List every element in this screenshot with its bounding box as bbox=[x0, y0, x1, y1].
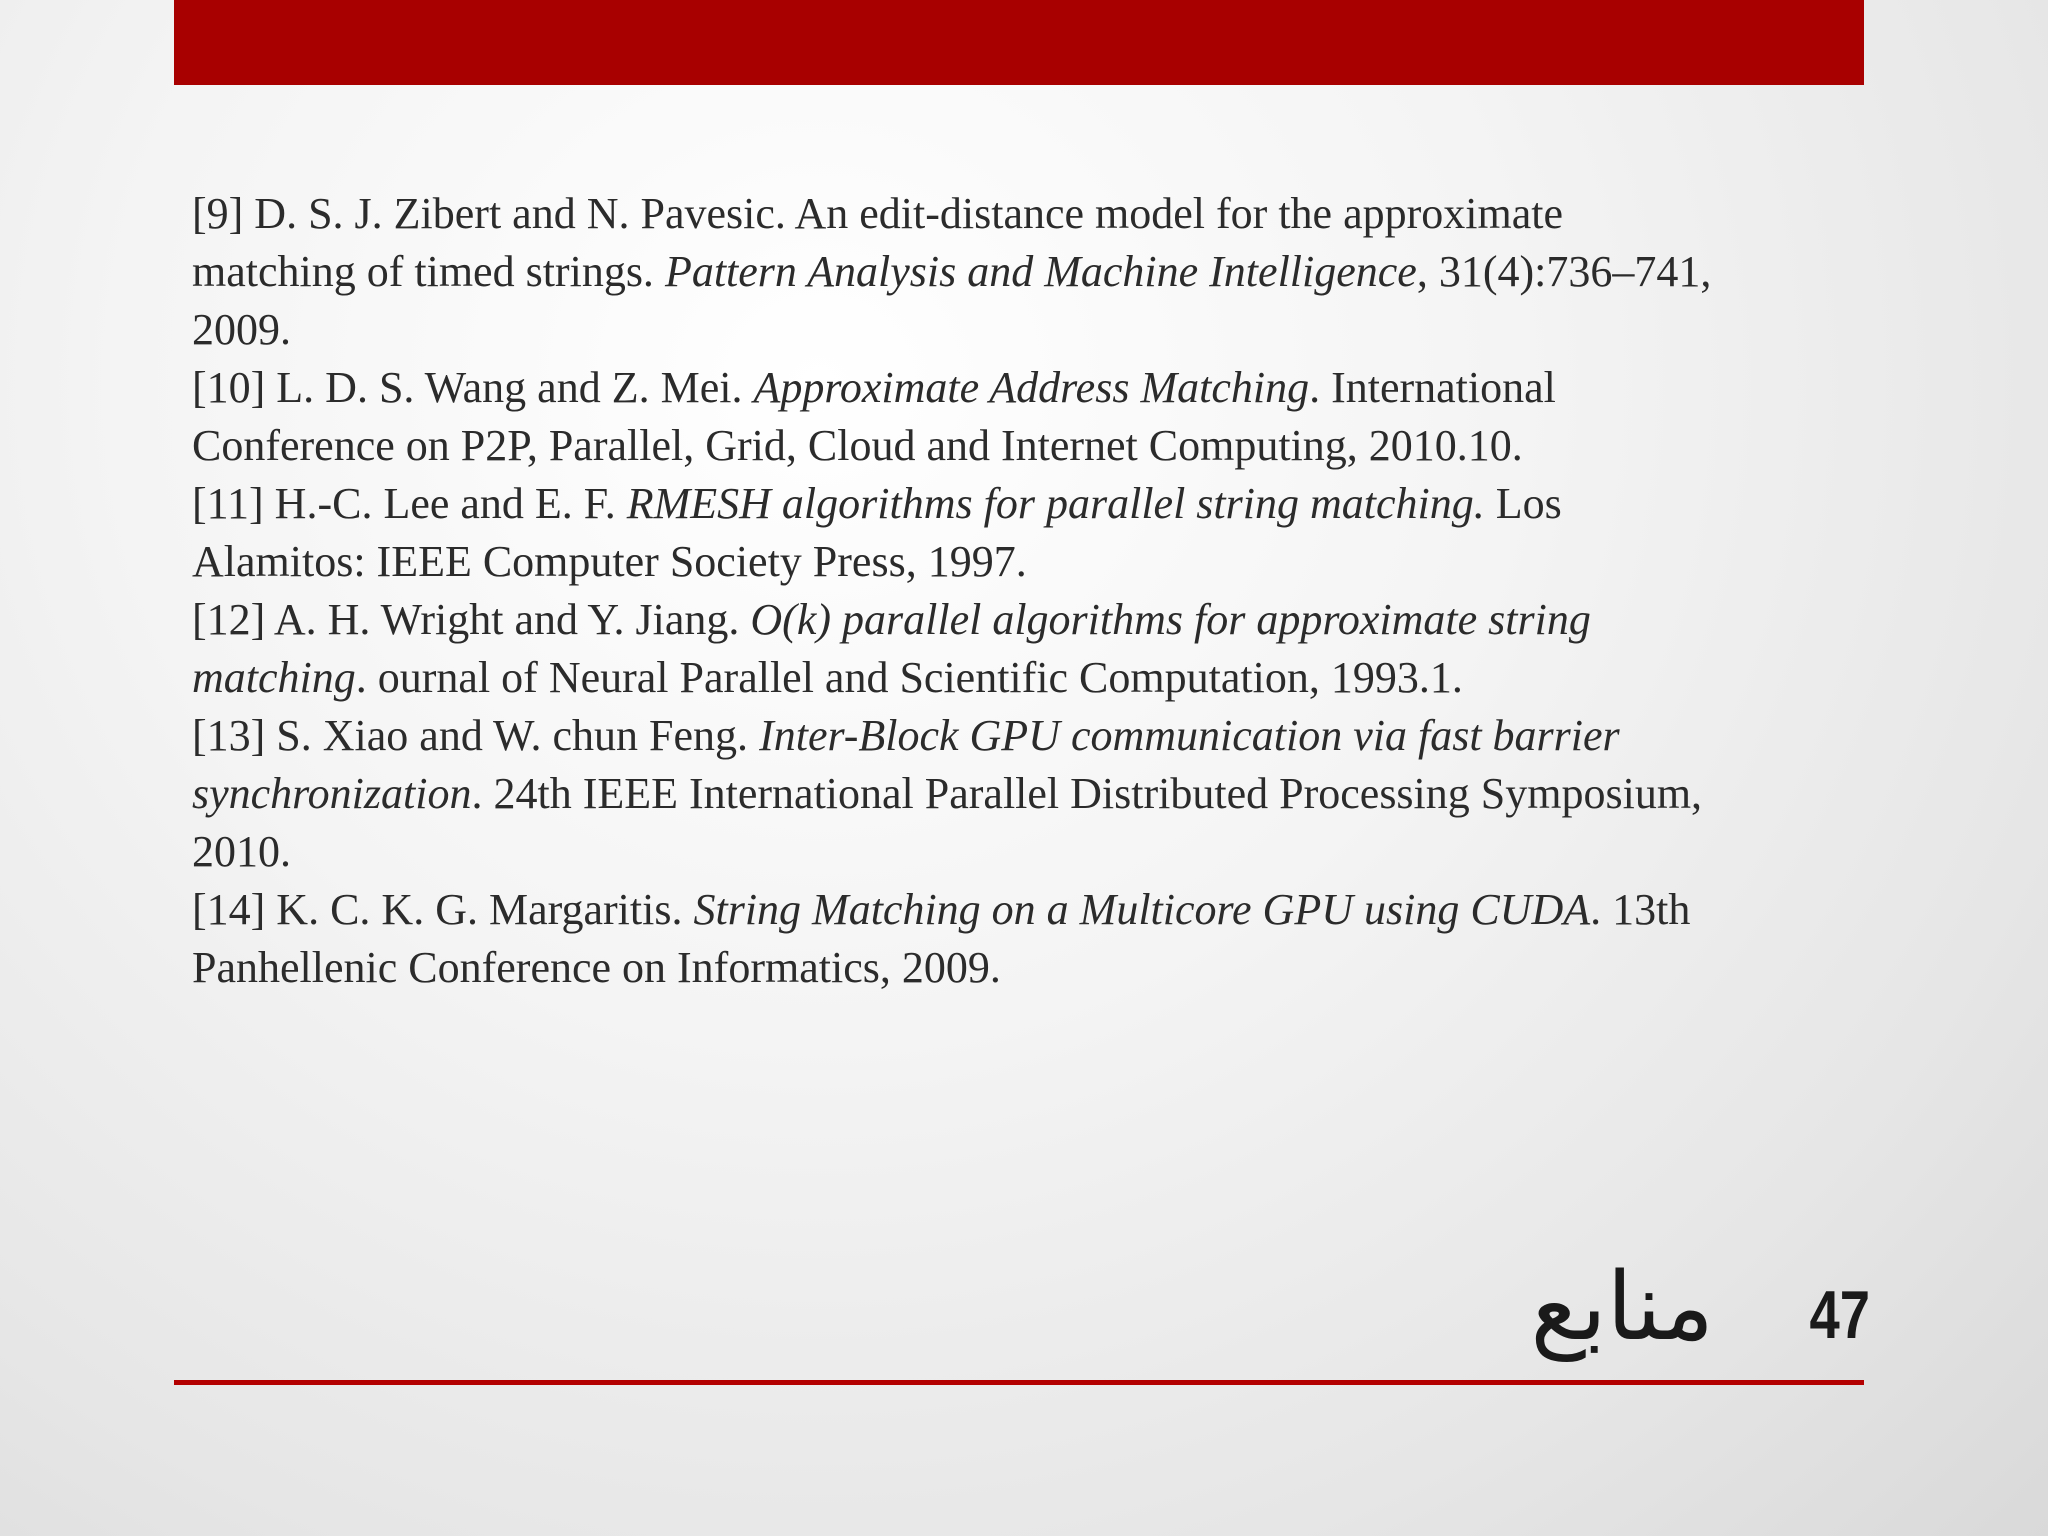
slide-number: 47 bbox=[1809, 1277, 1870, 1353]
reference-source: . 13th Panhellenic Conference on Informatics, 2009. bbox=[192, 885, 1691, 992]
reference-source: . International Conference on P2P, Parallel, Grid, Cloud and Internet Computing, 2010.10. bbox=[192, 363, 1556, 470]
reference-item-14 bbox=[192, 881, 1732, 997]
reference-item-9 bbox=[192, 185, 1732, 359]
header-accent-bar bbox=[174, 0, 1864, 85]
reference-title: String Matching on a Multicore GPU using CUDA bbox=[693, 885, 1591, 934]
reference-source: Los Alamitos: IEEE Computer Society Press, 1997. bbox=[192, 479, 1562, 586]
reference-authors: [9] D. S. J. Zibert and N. Pavesic. An edit-distance model for the approximate matching of timed strings. bbox=[192, 189, 1563, 296]
reference-title: RMESH algorithms for parallel string matching. bbox=[626, 479, 1485, 528]
slide-title: منابع bbox=[1530, 1253, 1714, 1362]
reference-authors: [11] H.-C. Lee and E. F. bbox=[192, 479, 627, 528]
reference-item-11 bbox=[192, 475, 1732, 591]
reference-title: Inter-Block GPU communication via fast barrier synchronization bbox=[192, 711, 1620, 818]
reference-title: Approximate Address Matching bbox=[753, 363, 1310, 412]
reference-authors: [13] S. Xiao and W. chun Feng. bbox=[192, 711, 760, 760]
reference-item-10 bbox=[192, 359, 1732, 475]
reference-item-13 bbox=[192, 707, 1732, 881]
reference-authors: [14] K. C. K. G. Margaritis. bbox=[192, 885, 694, 934]
footer-divider-line bbox=[174, 1380, 1864, 1385]
reference-source: . 24th IEEE International Parallel Distributed Processing Symposium, 2010. bbox=[192, 769, 1703, 876]
reference-title: Pattern Analysis and Machine Intelligence bbox=[664, 247, 1417, 296]
reference-authors: [12] A. H. Wright and Y. Jiang. bbox=[192, 595, 751, 644]
reference-list bbox=[192, 185, 1732, 997]
reference-item-12 bbox=[192, 591, 1732, 707]
reference-source: . ournal of Neural Parallel and Scientific Computation, 1993.1. bbox=[355, 653, 1463, 702]
reference-title: O(k) parallel algorithms for approximate string matching bbox=[192, 595, 1591, 702]
reference-source: , 31(4):736–741, 2009. bbox=[192, 247, 1712, 354]
reference-authors: [10] L. D. S. Wang and Z. Mei. bbox=[192, 363, 754, 412]
